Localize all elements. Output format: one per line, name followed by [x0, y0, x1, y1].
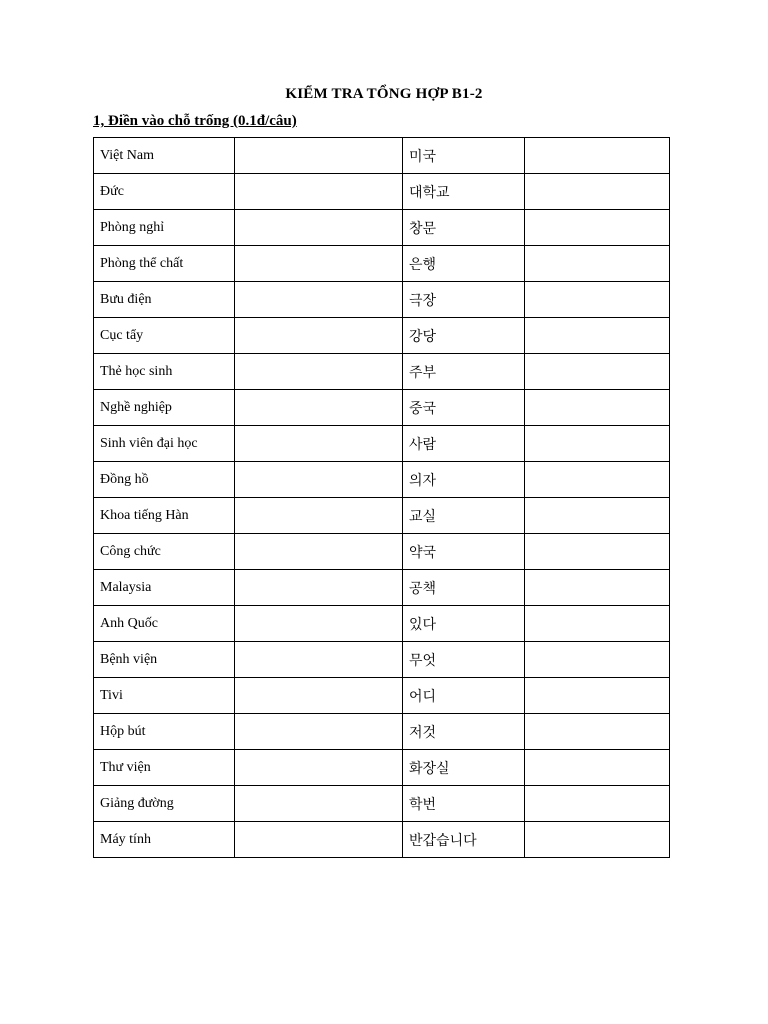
korean-word-cell: 있다 — [403, 606, 525, 642]
table-row — [94, 750, 670, 786]
korean-word-cell: 중국 — [403, 390, 525, 426]
korean-word-cell: 저것 — [403, 714, 525, 750]
korean-answer-cell[interactable] — [235, 642, 403, 678]
vietnamese-word-cell: Thư viện — [94, 750, 235, 786]
korean-answer-cell[interactable] — [235, 786, 403, 822]
korean-word-cell: 약국 — [403, 534, 525, 570]
korean-word-cell: 어디 — [403, 678, 525, 714]
korean-answer-cell[interactable] — [235, 138, 403, 174]
korean-word-cell: 미국 — [403, 138, 525, 174]
vietnamese-answer-cell[interactable] — [525, 606, 670, 642]
vietnamese-word-cell: Giảng đường — [94, 786, 235, 822]
vietnamese-word-cell: Hộp bút — [94, 714, 235, 750]
korean-word-cell: 주부 — [403, 354, 525, 390]
section-heading: 1, Điền vào chỗ trống (0.1đ/câu) — [93, 113, 297, 129]
vietnamese-word-cell: Công chức — [94, 534, 235, 570]
vietnamese-answer-cell[interactable] — [525, 750, 670, 786]
vietnamese-word-cell: Bưu điện — [94, 282, 235, 318]
korean-answer-cell[interactable] — [235, 678, 403, 714]
table-row — [94, 354, 670, 390]
table-row — [94, 534, 670, 570]
korean-word-cell: 창문 — [403, 210, 525, 246]
vietnamese-answer-cell[interactable] — [525, 390, 670, 426]
korean-word-cell: 은행 — [403, 246, 525, 282]
korean-answer-cell[interactable] — [235, 354, 403, 390]
vietnamese-answer-cell[interactable] — [525, 534, 670, 570]
table-row — [94, 174, 670, 210]
table-row — [94, 498, 670, 534]
korean-answer-cell[interactable] — [235, 210, 403, 246]
korean-answer-cell[interactable] — [235, 426, 403, 462]
vietnamese-answer-cell[interactable] — [525, 462, 670, 498]
korean-answer-cell[interactable] — [235, 282, 403, 318]
vietnamese-word-cell: Thẻ học sinh — [94, 354, 235, 390]
korean-answer-cell[interactable] — [235, 174, 403, 210]
vietnamese-word-cell: Anh Quốc — [94, 606, 235, 642]
table-row — [94, 390, 670, 426]
vietnamese-word-cell: Malaysia — [94, 570, 235, 606]
vietnamese-answer-cell[interactable] — [525, 282, 670, 318]
vietnamese-word-cell: Máy tính — [94, 822, 235, 858]
vietnamese-word-cell: Phòng nghỉ — [94, 210, 235, 246]
korean-word-cell: 극장 — [403, 282, 525, 318]
korean-word-cell: 반갑습니다 — [403, 822, 525, 858]
vietnamese-word-cell: Cục tẩy — [94, 318, 235, 354]
vietnamese-word-cell: Tivi — [94, 678, 235, 714]
vietnamese-answer-cell[interactable] — [525, 246, 670, 282]
korean-answer-cell[interactable] — [235, 750, 403, 786]
korean-word-cell: 공책 — [403, 570, 525, 606]
korean-answer-cell[interactable] — [235, 498, 403, 534]
korean-answer-cell[interactable] — [235, 390, 403, 426]
korean-answer-cell[interactable] — [235, 246, 403, 282]
korean-word-cell: 화장실 — [403, 750, 525, 786]
page-title: KIỂM TRA TỔNG HỢP B1-2 — [285, 86, 483, 102]
table-row — [94, 318, 670, 354]
vietnamese-answer-cell[interactable] — [525, 498, 670, 534]
table-row — [94, 138, 670, 174]
vietnamese-answer-cell[interactable] — [525, 642, 670, 678]
vocab-table-body — [94, 138, 670, 858]
table-row — [94, 786, 670, 822]
table-row — [94, 282, 670, 318]
vietnamese-word-cell: Việt Nam — [94, 138, 235, 174]
vocab-table — [93, 137, 670, 858]
vietnamese-answer-cell[interactable] — [525, 786, 670, 822]
korean-word-cell: 강당 — [403, 318, 525, 354]
korean-answer-cell[interactable] — [235, 462, 403, 498]
vietnamese-answer-cell[interactable] — [525, 570, 670, 606]
table-row — [94, 822, 670, 858]
korean-word-cell: 학번 — [403, 786, 525, 822]
vietnamese-word-cell: Khoa tiếng Hàn — [94, 498, 235, 534]
vietnamese-answer-cell[interactable] — [525, 174, 670, 210]
vietnamese-answer-cell[interactable] — [525, 822, 670, 858]
korean-answer-cell[interactable] — [235, 570, 403, 606]
vietnamese-word-cell: Sinh viên đại học — [94, 426, 235, 462]
vietnamese-answer-cell[interactable] — [525, 426, 670, 462]
table-row — [94, 678, 670, 714]
table-row — [94, 606, 670, 642]
vietnamese-answer-cell[interactable] — [525, 678, 670, 714]
korean-word-cell: 대학교 — [403, 174, 525, 210]
table-row — [94, 570, 670, 606]
vietnamese-answer-cell[interactable] — [525, 318, 670, 354]
vietnamese-word-cell: Phòng thể chất — [94, 246, 235, 282]
table-row — [94, 714, 670, 750]
table-row — [94, 426, 670, 462]
korean-answer-cell[interactable] — [235, 318, 403, 354]
vietnamese-answer-cell[interactable] — [525, 138, 670, 174]
vietnamese-word-cell: Bệnh viện — [94, 642, 235, 678]
vietnamese-answer-cell[interactable] — [525, 714, 670, 750]
vietnamese-answer-cell[interactable] — [525, 354, 670, 390]
korean-word-cell: 무엇 — [403, 642, 525, 678]
table-row — [94, 462, 670, 498]
korean-word-cell: 사람 — [403, 426, 525, 462]
table-row — [94, 210, 670, 246]
korean-answer-cell[interactable] — [235, 822, 403, 858]
korean-answer-cell[interactable] — [235, 714, 403, 750]
vietnamese-word-cell: Nghề nghiệp — [94, 390, 235, 426]
korean-answer-cell[interactable] — [235, 606, 403, 642]
vietnamese-word-cell: Đồng hồ — [94, 462, 235, 498]
korean-word-cell: 의자 — [403, 462, 525, 498]
vietnamese-word-cell: Đức — [94, 174, 235, 210]
table-row — [94, 642, 670, 678]
korean-answer-cell[interactable] — [235, 534, 403, 570]
vietnamese-answer-cell[interactable] — [525, 210, 670, 246]
korean-word-cell: 교실 — [403, 498, 525, 534]
table-row — [94, 246, 670, 282]
